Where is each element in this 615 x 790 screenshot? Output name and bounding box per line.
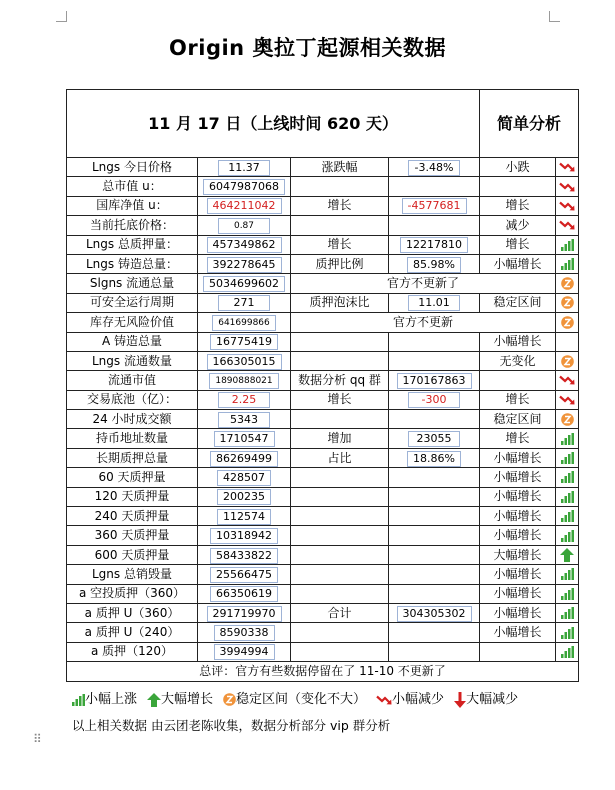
row-secondary-label: 增长: [291, 390, 389, 409]
up-small-icon: [561, 431, 574, 445]
row-analysis: 增长: [480, 429, 556, 448]
row-value: 11.37: [198, 158, 291, 177]
up-small-icon: [561, 237, 574, 251]
row-value: 112574: [198, 507, 291, 526]
trend-indicator: [556, 177, 579, 196]
row-secondary-value: [389, 526, 480, 545]
stable-icon: [561, 315, 574, 329]
row-secondary-value: [389, 351, 480, 370]
table-row: [67, 410, 579, 429]
row-secondary-label: [291, 332, 389, 351]
legend: [72, 688, 528, 708]
table-row: [67, 642, 579, 661]
row-analysis: 小幅增长: [480, 487, 556, 506]
up-small-icon: [561, 489, 574, 503]
row-secondary-value: 170167863: [389, 371, 480, 390]
row-secondary-label: 增长: [291, 235, 389, 254]
trend-indicator: [556, 332, 579, 351]
row-label: a 质押 U（240）: [67, 623, 198, 642]
table-row: [67, 565, 579, 584]
row-label: Lngs 流通数量: [67, 351, 198, 370]
trend-indicator: [556, 235, 579, 254]
row-label: 长期质押总量: [67, 448, 198, 467]
row-analysis: 小幅增长: [480, 468, 556, 487]
up-small-icon: [561, 470, 574, 484]
row-secondary-value: [389, 642, 480, 661]
row-analysis: 小幅增长: [480, 254, 556, 273]
legend-item: 小幅上涨: [72, 692, 137, 707]
row-label: 当前托底价格：: [67, 216, 198, 235]
row-value: 457349862: [198, 235, 291, 254]
down-big-icon: [454, 692, 466, 707]
row-secondary-value: [389, 487, 480, 506]
row-secondary-label: [291, 507, 389, 526]
row-label: A 铸造总量: [67, 332, 198, 351]
trend-indicator: [556, 216, 579, 235]
trend-indicator: [556, 623, 579, 642]
row-label: 360 天质押量: [67, 526, 198, 545]
row-secondary-label: [291, 410, 389, 429]
table-row: [67, 274, 579, 293]
row-label: 库存无风险价值: [67, 313, 198, 332]
row-label: Lgns 总销毁量: [67, 565, 198, 584]
legend-item: 大幅减少: [454, 692, 518, 707]
table-row: [67, 603, 579, 622]
legend-item: 大幅增长: [147, 692, 213, 707]
row-label: 国库净值 u：: [67, 196, 198, 215]
date-heading: 11 月 17 日（上线时间 620 天）: [67, 90, 480, 158]
table-row: [67, 313, 579, 332]
row-secondary-value: [389, 410, 480, 429]
row-label: 240 天质押量: [67, 507, 198, 526]
table-row: [67, 507, 579, 526]
table-row: [67, 487, 579, 506]
row-value: 3994994: [198, 642, 291, 661]
table-row: [67, 390, 579, 409]
row-secondary-value: [389, 216, 480, 235]
up-small-icon: [561, 606, 574, 620]
trend-indicator: [556, 507, 579, 526]
row-secondary-label: 合计: [291, 603, 389, 622]
row-secondary-label: [291, 468, 389, 487]
up-small-icon: [561, 528, 574, 542]
trend-indicator: [556, 468, 579, 487]
row-secondary-label: [291, 545, 389, 564]
row-secondary-label: 占比: [291, 448, 389, 467]
trend-indicator: [556, 584, 579, 603]
up-small-icon: [561, 451, 574, 465]
row-secondary-value: 85.98%: [389, 254, 480, 273]
trend-indicator: [556, 293, 579, 312]
row-secondary-value: 18.86%: [389, 448, 480, 467]
trend-indicator: [556, 254, 579, 273]
trend-indicator: [556, 371, 579, 390]
row-value: 66350619: [198, 584, 291, 603]
data-table: [66, 89, 579, 682]
table-row: [67, 293, 579, 312]
row-secondary-label: [291, 487, 389, 506]
table-row: [67, 351, 579, 370]
row-secondary-label: [291, 584, 389, 603]
row-secondary-label: 数据分析 qq 群: [291, 371, 389, 390]
row-analysis: [480, 371, 556, 390]
up-big-icon: [147, 692, 161, 707]
table-row: [67, 177, 579, 196]
row-label: 持币地址数量: [67, 429, 198, 448]
table-row: [67, 584, 579, 603]
up-small-icon: [561, 644, 574, 658]
row-label: 60 天质押量: [67, 468, 198, 487]
table-row: [67, 526, 579, 545]
row-value: 641699866: [198, 313, 291, 332]
row-label: 24 小时成交额: [67, 410, 198, 429]
row-secondary-value: 304305302: [389, 603, 480, 622]
row-label: 总市值 u：: [67, 177, 198, 196]
row-secondary-value: 12217810: [389, 235, 480, 254]
row-analysis: 增长: [480, 196, 556, 215]
table-row: [67, 468, 579, 487]
row-secondary-label: 增加: [291, 429, 389, 448]
page-corner-mark: [56, 11, 67, 22]
row-label: Lngs 总质押量：: [67, 235, 198, 254]
row-secondary-value: -4577681: [389, 196, 480, 215]
row-secondary-label: [291, 526, 389, 545]
row-label: a 空投质押（360）: [67, 584, 198, 603]
row-value: 1890888021: [198, 371, 291, 390]
trend-indicator: [556, 603, 579, 622]
row-secondary-value: 23055: [389, 429, 480, 448]
row-analysis: 小幅增长: [480, 584, 556, 603]
table-row: [67, 371, 579, 390]
row-secondary-label: [291, 623, 389, 642]
row-value: 10318942: [198, 526, 291, 545]
row-value: 6047987068: [198, 177, 291, 196]
summary-row: [67, 662, 579, 681]
row-secondary-value: [389, 507, 480, 526]
row-secondary-label: [291, 565, 389, 584]
row-secondary-label: 涨跌幅: [291, 158, 389, 177]
table-row: [67, 196, 579, 215]
row-secondary-label: [291, 642, 389, 661]
row-secondary-label: 质押比例: [291, 254, 389, 273]
row-label: a 质押 U（360）: [67, 603, 198, 622]
row-label: 600 天质押量: [67, 545, 198, 564]
row-analysis: 减少: [480, 216, 556, 235]
stable-icon: [561, 354, 574, 368]
row-label: 可安全运行周期: [67, 293, 198, 312]
row-analysis: [480, 177, 556, 196]
trend-indicator: [556, 313, 579, 332]
table-row: [67, 448, 579, 467]
down-small-icon: [559, 198, 575, 212]
up-small-icon: [561, 625, 574, 639]
row-value: 200235: [198, 487, 291, 506]
trend-indicator: [556, 429, 579, 448]
trend-indicator: [556, 448, 579, 467]
row-secondary-label: [291, 351, 389, 370]
row-secondary-value: [389, 623, 480, 642]
table-row: [67, 545, 579, 564]
stable-icon: [561, 412, 574, 426]
row-value: 58433822: [198, 545, 291, 564]
table-row: [67, 158, 579, 177]
row-merged-note: 官方不更新: [291, 313, 556, 332]
row-analysis: 稳定区间: [480, 410, 556, 429]
trend-indicator: [556, 158, 579, 177]
row-secondary-label: [291, 177, 389, 196]
table-row: [67, 216, 579, 235]
table-row: [67, 254, 579, 273]
down-small-icon: [559, 392, 575, 406]
row-label: Lngs 今日价格: [67, 158, 198, 177]
down-small-icon: [559, 160, 575, 174]
row-label: a 质押（120）: [67, 642, 198, 661]
up-small-icon: [561, 257, 574, 271]
legend-item: 小幅减少: [376, 692, 444, 707]
row-secondary-value: [389, 584, 480, 603]
row-value: 25566475: [198, 565, 291, 584]
table-row: [67, 235, 579, 254]
row-secondary-value: -300: [389, 390, 480, 409]
row-label: 流通市值: [67, 371, 198, 390]
row-secondary-value: -3.48%: [389, 158, 480, 177]
row-value: 1710547: [198, 429, 291, 448]
trend-indicator: [556, 565, 579, 584]
table-row: [67, 429, 579, 448]
row-value: 291719970: [198, 603, 291, 622]
row-analysis: 稳定区间: [480, 293, 556, 312]
row-value: 271: [198, 293, 291, 312]
row-value: 392278645: [198, 254, 291, 273]
analysis-heading: 简单分析: [480, 90, 579, 158]
row-value: 8590338: [198, 623, 291, 642]
up-small-icon: [561, 586, 574, 600]
table-header-row: [67, 90, 579, 158]
row-merged-note: 官方不更新了: [291, 274, 556, 293]
row-value: 0.87: [198, 216, 291, 235]
summary-text: 总评：官方有些数据停留在了 11-10 不更新了: [67, 662, 579, 681]
down-small-icon: [559, 179, 575, 193]
row-analysis: 大幅增长: [480, 545, 556, 564]
trend-indicator: [556, 390, 579, 409]
trend-indicator: [556, 545, 579, 564]
row-analysis: 增长: [480, 235, 556, 254]
table-row: [67, 332, 579, 351]
up-small-icon: [72, 692, 85, 707]
row-analysis: 小幅增长: [480, 565, 556, 584]
trend-indicator: [556, 196, 579, 215]
footer-note: 以上相关数据 由云团老陈收集，数据分析部分 vip 群分析: [72, 718, 391, 733]
row-analysis: [480, 642, 556, 661]
row-analysis: 小幅增长: [480, 603, 556, 622]
row-analysis: 无变化: [480, 351, 556, 370]
row-label: 120 天质押量: [67, 487, 198, 506]
down-small-icon: [376, 692, 392, 707]
stable-icon: [561, 276, 574, 290]
row-secondary-label: 增长: [291, 196, 389, 215]
row-analysis: 小幅增长: [480, 526, 556, 545]
up-small-icon: [561, 509, 574, 523]
table-row: [67, 623, 579, 642]
row-value: 2.25: [198, 390, 291, 409]
down-small-icon: [559, 218, 575, 232]
stable-icon: [223, 692, 236, 707]
row-secondary-value: [389, 332, 480, 351]
row-value: 16775419: [198, 332, 291, 351]
row-analysis: 小幅增长: [480, 623, 556, 642]
row-secondary-value: [389, 565, 480, 584]
trend-indicator: [556, 642, 579, 661]
stable-icon: [561, 295, 574, 309]
row-secondary-value: 11.01: [389, 293, 480, 312]
trend-indicator: [556, 526, 579, 545]
drag-handle-icon[interactable]: ⠿: [33, 732, 43, 746]
row-value: 464211042: [198, 196, 291, 215]
row-value: 86269499: [198, 448, 291, 467]
row-secondary-value: [389, 177, 480, 196]
row-secondary-label: 质押泡沫比: [291, 293, 389, 312]
row-analysis: 小幅增长: [480, 332, 556, 351]
page-title: Origin 奥拉丁起源相关数据: [169, 36, 446, 60]
row-label: Lngs 铸造总量：: [67, 254, 198, 273]
legend-item: 稳定区间（变化不大）: [223, 692, 366, 707]
row-value: 5343: [198, 410, 291, 429]
trend-indicator: [556, 487, 579, 506]
row-label: 交易底池（亿）：: [67, 390, 198, 409]
row-analysis: 小幅增长: [480, 448, 556, 467]
row-value: 5034699602: [198, 274, 291, 293]
row-value: 428507: [198, 468, 291, 487]
row-label: Slgns 流通总量: [67, 274, 198, 293]
up-small-icon: [561, 567, 574, 581]
row-secondary-value: [389, 468, 480, 487]
row-secondary-label: [291, 216, 389, 235]
row-value: 166305015: [198, 351, 291, 370]
row-analysis: 小幅增长: [480, 507, 556, 526]
page-corner-mark: [549, 11, 560, 22]
up-big-icon: [560, 548, 574, 562]
trend-indicator: [556, 274, 579, 293]
row-secondary-value: [389, 545, 480, 564]
row-analysis: 小跌: [480, 158, 556, 177]
trend-indicator: [556, 410, 579, 429]
trend-indicator: [556, 351, 579, 370]
row-analysis: 增长: [480, 390, 556, 409]
down-small-icon: [559, 373, 575, 387]
